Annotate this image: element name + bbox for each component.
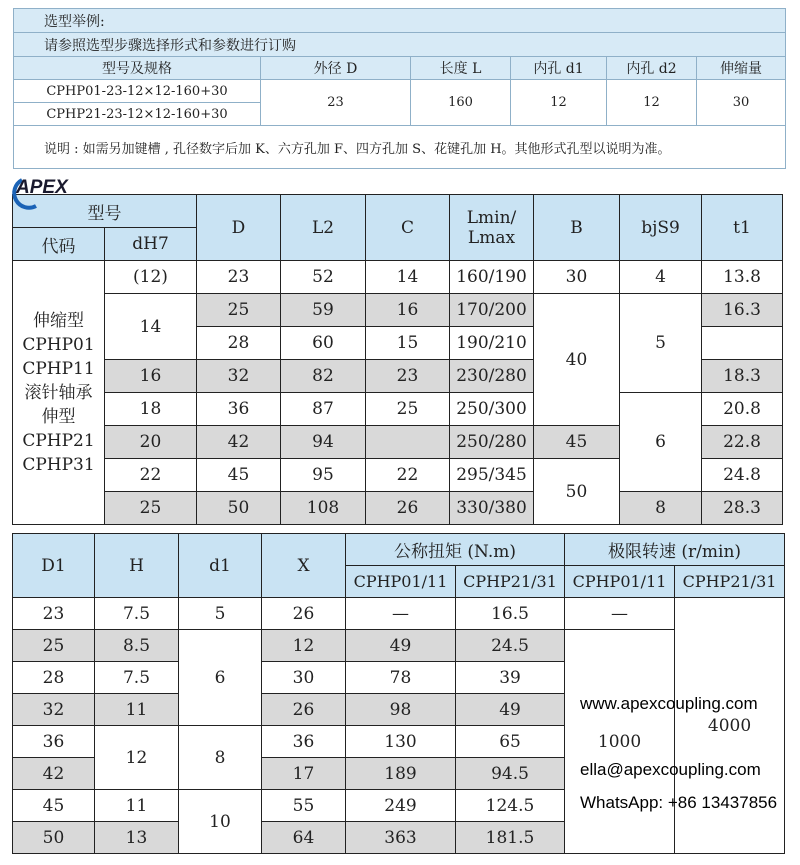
x-cell: 55 xyxy=(262,790,346,822)
l2-cell: 95 xyxy=(281,459,366,492)
torque-0111-cell: 249 xyxy=(346,790,456,822)
torque-0111-cell: 98 xyxy=(346,694,456,726)
dh7-cell: 18 xyxy=(105,393,197,426)
model-code-cell xyxy=(13,261,105,525)
example-instruction: 请参照选型步骤选择形式和参数进行订购 xyxy=(14,33,786,57)
dh7-cell: 22 xyxy=(105,459,197,492)
header-bjs9: bjS9 xyxy=(620,195,702,261)
d-cell: 23 xyxy=(197,261,281,294)
torque-2131-cell: 65 xyxy=(456,726,565,758)
d1-cell: 32 xyxy=(13,694,95,726)
bore-cell: 5 xyxy=(179,598,262,630)
t1-cell: 22.8 xyxy=(702,426,783,459)
torque-0111-cell: — xyxy=(346,598,456,630)
l-cell: 190/210 xyxy=(450,327,534,360)
d-cell: 28 xyxy=(197,327,281,360)
header-lmin-lmax xyxy=(450,195,534,261)
dh7-cell: 16 xyxy=(105,360,197,393)
header-speed-2131: CPHP21/31 xyxy=(675,566,785,598)
logo-text: APEX xyxy=(16,177,68,198)
torque-0111-cell: 130 xyxy=(346,726,456,758)
header-speed-0111: CPHP01/11 xyxy=(565,566,675,598)
d-cell: 32 xyxy=(197,360,281,393)
l-cell: 230/280 xyxy=(450,360,534,393)
dh7-cell: 14 xyxy=(105,294,197,360)
header-model-group: 型号 xyxy=(13,195,197,228)
whatsapp-contact: WhatsApp: +86 13437856 xyxy=(580,793,778,812)
h-cell: 7.5 xyxy=(95,662,179,694)
d1-cell: 45 xyxy=(13,790,95,822)
t1-cell: 24.8 xyxy=(702,459,783,492)
d-cell: 25 xyxy=(197,294,281,327)
c-cell: 22 xyxy=(366,459,450,492)
example-model-2: CPHP21-23-12×12-160+30 xyxy=(14,103,261,126)
header-H: H xyxy=(95,534,179,598)
d1-cell: 25 xyxy=(13,630,95,662)
dh7-cell: 25 xyxy=(105,492,197,525)
bore-cell: 8 xyxy=(179,726,262,790)
b-cell: 40 xyxy=(534,294,620,426)
example-value-l: 160 xyxy=(411,80,511,126)
x-cell: 64 xyxy=(262,822,346,854)
t1-cell: 18.3 xyxy=(702,360,783,393)
col-bore-d2: 内孔 d2 xyxy=(607,57,697,80)
d-cell: 45 xyxy=(197,459,281,492)
x-cell: 12 xyxy=(262,630,346,662)
col-length: 长度 L xyxy=(411,57,511,80)
b-cell: 45 xyxy=(534,426,620,459)
speed-0111-cell: 1000 xyxy=(565,630,675,854)
c-cell: 16 xyxy=(366,294,450,327)
l2-cell: 59 xyxy=(281,294,366,327)
header-C: C xyxy=(366,195,450,261)
t1-cell: 28.3 xyxy=(702,492,783,525)
model-line: CPHP31 xyxy=(22,454,95,475)
x-cell: 26 xyxy=(262,598,346,630)
t1-cell: 16.3 xyxy=(702,294,783,327)
apex-logo xyxy=(10,172,80,212)
d1-cell: 42 xyxy=(13,758,95,790)
model-line: CPHP11 xyxy=(22,358,95,379)
torque-2131-cell: 16.5 xyxy=(456,598,565,630)
bore-cell: 10 xyxy=(179,790,262,854)
t1-cell xyxy=(702,327,783,360)
l2-cell: 60 xyxy=(281,327,366,360)
torque-0111-cell: 363 xyxy=(346,822,456,854)
header-torque-0111: CPHP01/11 xyxy=(346,566,456,598)
l-cell: 295/345 xyxy=(450,459,534,492)
l2-cell: 87 xyxy=(281,393,366,426)
header-torque: 公称扭矩 (N.m) xyxy=(346,534,565,566)
l2-cell: 82 xyxy=(281,360,366,393)
example-value-stroke: 30 xyxy=(697,80,786,126)
header-B: B xyxy=(534,195,620,261)
col-bore-d1: 内孔 d1 xyxy=(511,57,607,80)
x-cell: 26 xyxy=(262,694,346,726)
l2-cell: 94 xyxy=(281,426,366,459)
example-note: 说明 : 如需另加键槽 , 孔径数字后加 K、六方孔加 F、四方孔加 S、花键孔加 H。其他形式孔型以说明为准。 xyxy=(14,126,786,169)
header-D1: D1 xyxy=(13,534,95,598)
example-title: 选型举例: xyxy=(14,9,786,33)
c-cell xyxy=(366,426,450,459)
d1-cell: 50 xyxy=(13,822,95,854)
torque-2131-cell: 49 xyxy=(456,694,565,726)
example-value-d1: 12 xyxy=(511,80,607,126)
torque-0111-cell: 189 xyxy=(346,758,456,790)
h-cell: 8.5 xyxy=(95,630,179,662)
model-line: 滚针轴承 xyxy=(24,382,93,403)
h-cell: 11 xyxy=(95,790,179,822)
dh7-cell: (12) xyxy=(105,261,197,294)
model-line: CPHP01 xyxy=(22,334,95,355)
d-cell: 36 xyxy=(197,393,281,426)
torque-0111-cell: 78 xyxy=(346,662,456,694)
c-cell: 23 xyxy=(366,360,450,393)
col-stroke: 伸缩量 xyxy=(697,57,786,80)
header-lmax: Lmax xyxy=(467,227,516,248)
dimension-table xyxy=(12,194,783,525)
model-line: 伸缩型 xyxy=(33,310,84,331)
bjs9-cell: 4 xyxy=(620,261,702,294)
header-d1: d1 xyxy=(179,534,262,598)
b-cell: 30 xyxy=(534,261,620,294)
header-t1: t1 xyxy=(702,195,783,261)
header-lmin: Lmin/ xyxy=(466,207,517,228)
l-cell: 250/300 xyxy=(450,393,534,426)
b-cell: 50 xyxy=(534,459,620,525)
torque-2131-cell: 24.5 xyxy=(456,630,565,662)
c-cell: 26 xyxy=(366,492,450,525)
t1-cell: 20.8 xyxy=(702,393,783,426)
c-cell: 15 xyxy=(366,327,450,360)
example-value-d2: 12 xyxy=(607,80,697,126)
col-model-spec: 型号及规格 xyxy=(14,57,261,80)
header-dh7: dH7 xyxy=(105,228,197,261)
model-line: 伸型 xyxy=(41,406,76,427)
l2-cell: 52 xyxy=(281,261,366,294)
dh7-cell: 20 xyxy=(105,426,197,459)
torque-2131-cell: 181.5 xyxy=(456,822,565,854)
header-X: X xyxy=(262,534,346,598)
h-cell: 12 xyxy=(95,726,179,790)
website-link[interactable]: www.apexcoupling.com xyxy=(580,694,758,713)
header-torque-2131: CPHP21/31 xyxy=(456,566,565,598)
header-D: D xyxy=(197,195,281,261)
l-cell: 250/280 xyxy=(450,426,534,459)
example-model-1: CPHP01-23-12×12-160+30 xyxy=(14,80,261,103)
l-cell: 330/380 xyxy=(450,492,534,525)
h-cell: 7.5 xyxy=(95,598,179,630)
example-value-d: 23 xyxy=(261,80,411,126)
torque-2131-cell: 94.5 xyxy=(456,758,565,790)
d-cell: 50 xyxy=(197,492,281,525)
bjs9-cell: 8 xyxy=(620,492,702,525)
d1-cell: 23 xyxy=(13,598,95,630)
col-outer-d: 外径 D xyxy=(261,57,411,80)
selection-example-table xyxy=(13,8,786,169)
h-cell: 13 xyxy=(95,822,179,854)
email-link[interactable]: ella@apexcoupling.com xyxy=(580,760,761,779)
speed-2131-cell: 4000 xyxy=(675,598,785,854)
torque-2131-cell: 39 xyxy=(456,662,565,694)
l-cell: 170/200 xyxy=(450,294,534,327)
speed-0111-cell: — xyxy=(565,598,675,630)
x-cell: 17 xyxy=(262,758,346,790)
header-speed: 极限转速 (r/min) xyxy=(565,534,785,566)
x-cell: 30 xyxy=(262,662,346,694)
d-cell: 42 xyxy=(197,426,281,459)
bjs9-cell: 5 xyxy=(620,294,702,393)
bore-cell: 6 xyxy=(179,630,262,726)
torque-2131-cell: 124.5 xyxy=(456,790,565,822)
c-cell: 25 xyxy=(366,393,450,426)
torque-0111-cell: 49 xyxy=(346,630,456,662)
header-code: 代码 xyxy=(13,228,105,261)
c-cell: 14 xyxy=(366,261,450,294)
l2-cell: 108 xyxy=(281,492,366,525)
header-L2: L2 xyxy=(281,195,366,261)
t1-cell: 13.8 xyxy=(702,261,783,294)
d1-cell: 36 xyxy=(13,726,95,758)
bjs9-cell: 6 xyxy=(620,393,702,492)
d1-cell: 28 xyxy=(13,662,95,694)
apex-logo-mark xyxy=(10,172,80,212)
model-line: CPHP21 xyxy=(22,430,95,451)
x-cell: 36 xyxy=(262,726,346,758)
l-cell: 160/190 xyxy=(450,261,534,294)
h-cell: 11 xyxy=(95,694,179,726)
